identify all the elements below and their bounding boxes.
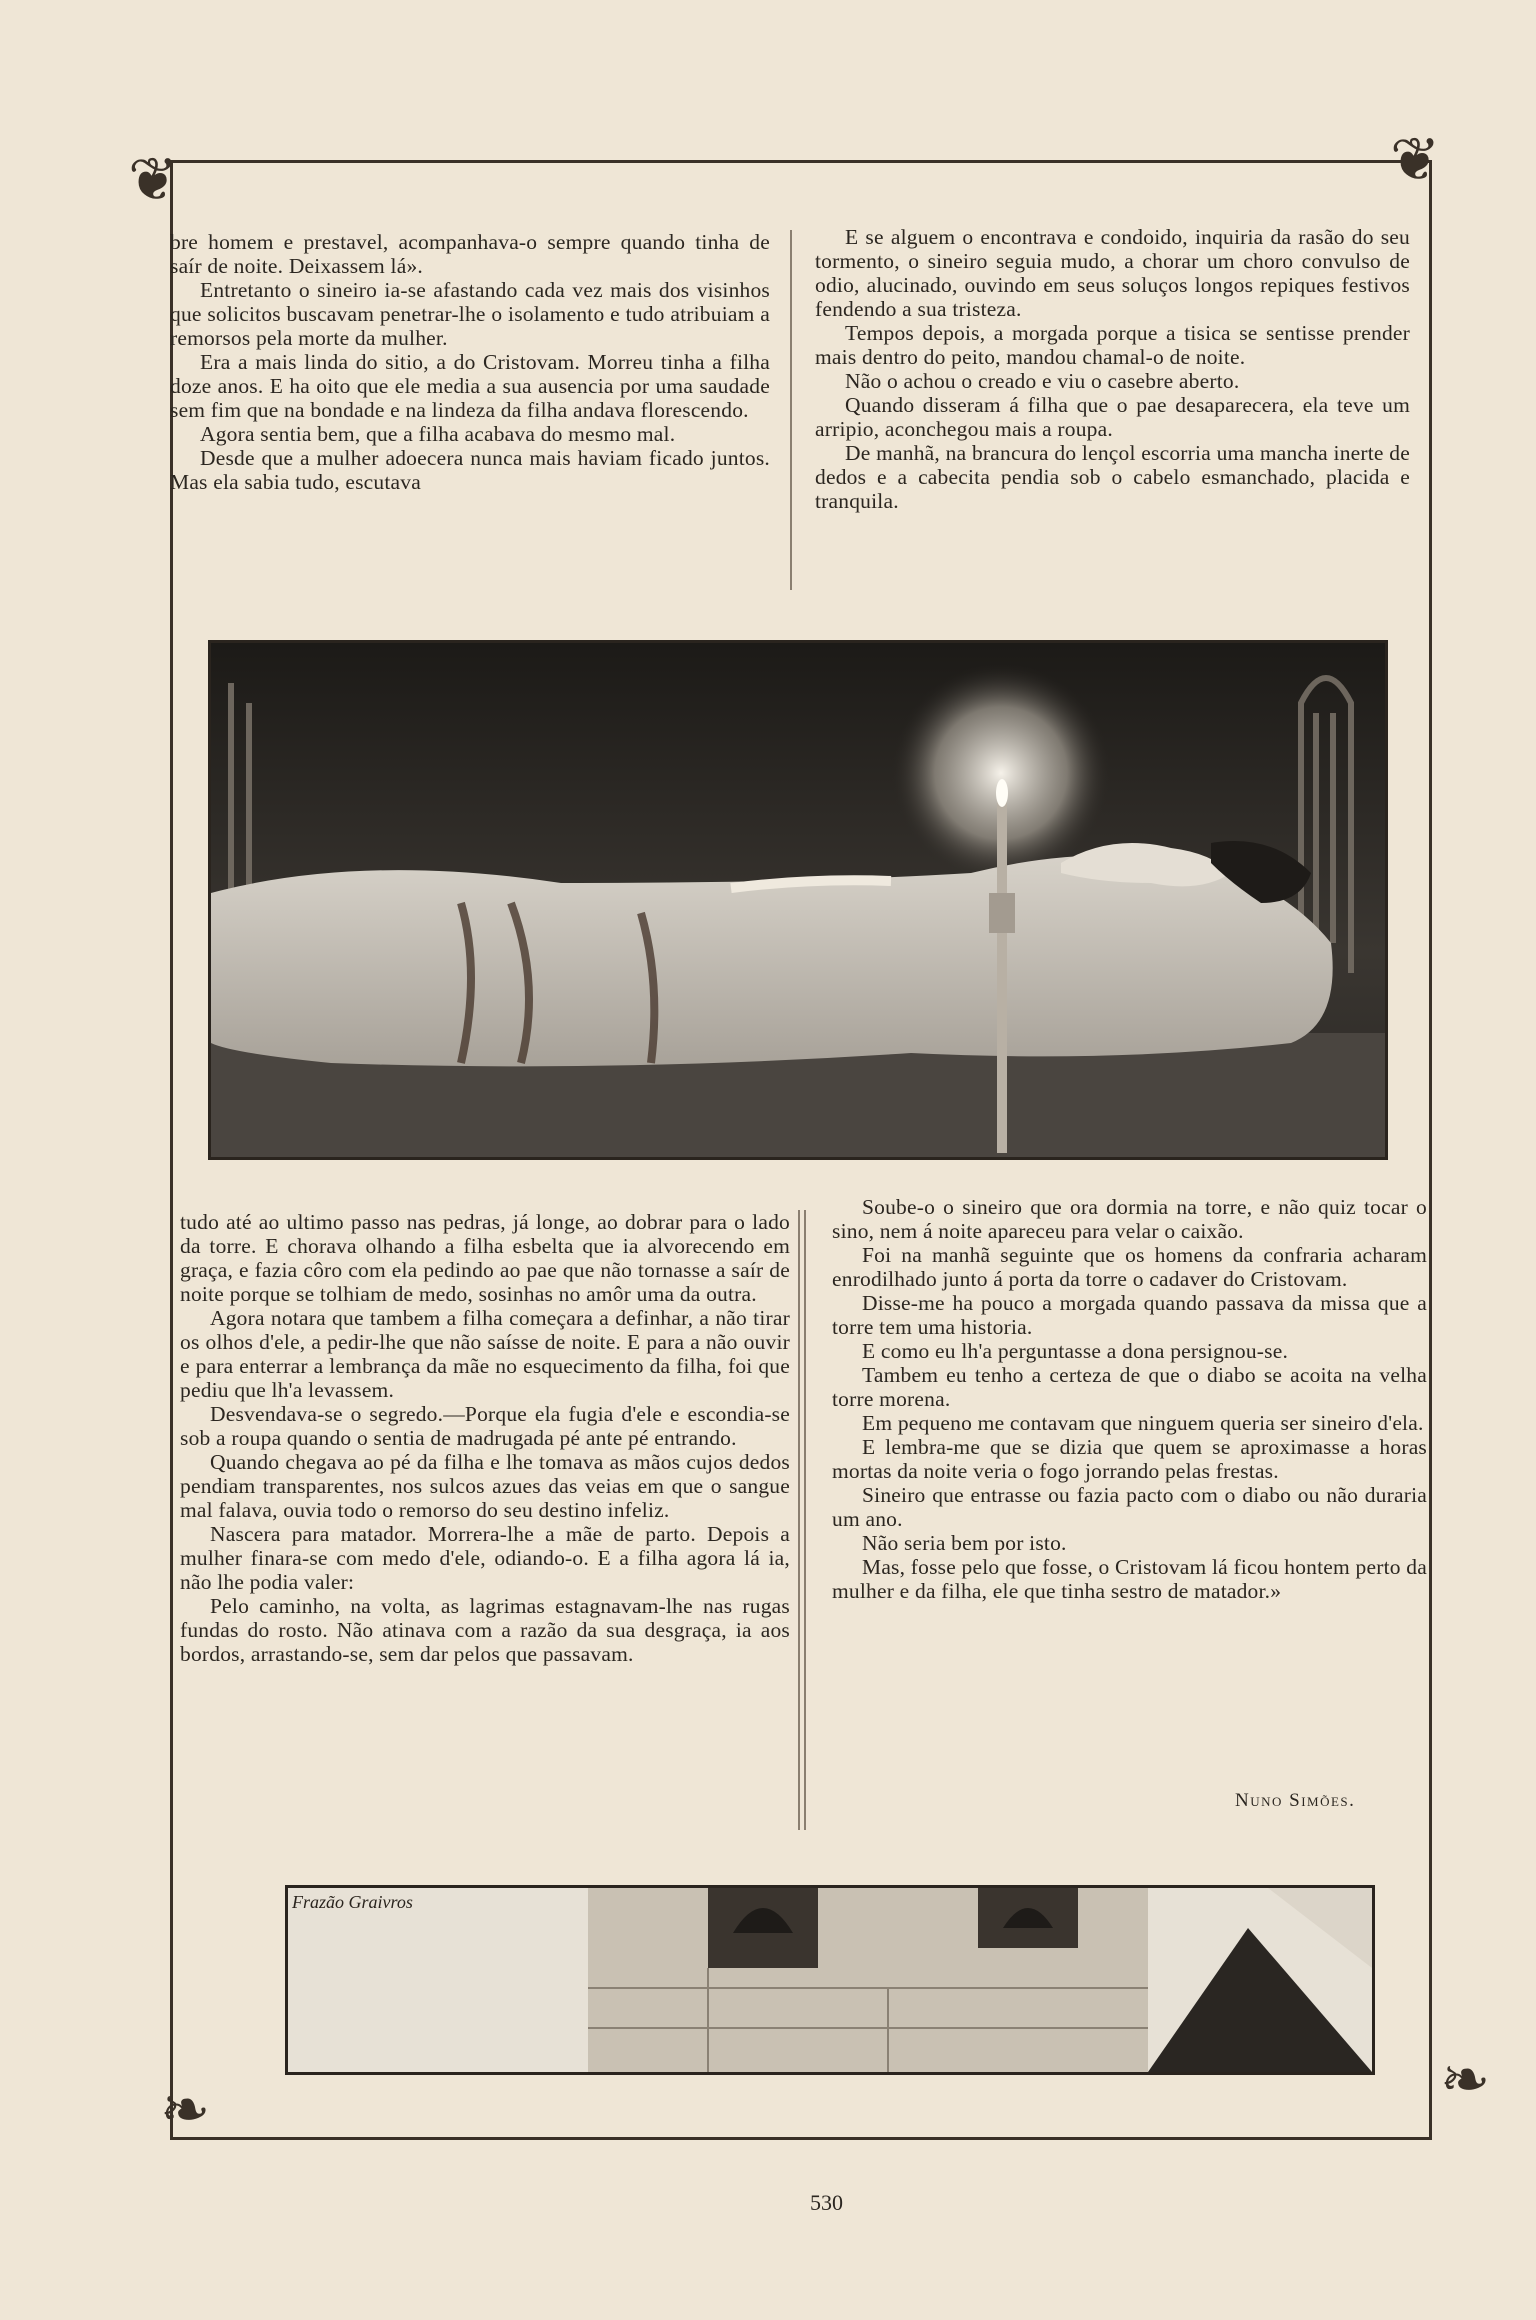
paragraph: Em pequeno me contavam que ninguem queria ser sineiro d'ela. [862, 1411, 1424, 1435]
author-signature: Nuno Simões. [1235, 1790, 1356, 1811]
paragraph: Pelo caminho, na volta, as lagrimas estagnavam-lhe nas rugas fundas do rosto. Não atinava com a razão da sua desgraça, ia aos bordos, arrastando-se, sem dar pelos que passavam. [180, 1594, 790, 1666]
paragraph: E como eu lh'a perguntasse a dona persignou-se. [862, 1339, 1289, 1363]
column-divider-bottom [798, 1210, 800, 1830]
paragraph: Disse-me ha pouco a morgada quando passava da missa que a torre tem uma historia. [832, 1291, 1427, 1339]
text-column-bottom-left [180, 1210, 790, 1666]
text-column-top-right [815, 225, 1410, 513]
corner-ornament-top-left: ❦ [128, 147, 179, 213]
paragraph: Quando chegava ao pé da filha e lhe tomava as mãos cujos dedos pendiam transparentes, nos sulcos azues das veias em que o sangue mal falava, ouvia todo o remorso do seu destino infeliz. [180, 1450, 790, 1522]
paragraph: E lembra-me que se dizia que quem se aproximasse a horas mortas da noite veria o fogo jorrando pelas frestas. [832, 1435, 1427, 1483]
paragraph: tudo até ao ultimo passo nas pedras, já longe, ao dobrar para o lado da torre. E chorava olhando a filha esbelta que ia alvorecendo em graça, e fazia côro com ela pedindo ao pae que não tornasse a saír de noite porque se tolhiam de medo, sosinhas no amôr uma da outra. [180, 1210, 790, 1306]
text-column-bottom-right [832, 1195, 1427, 1603]
paragraph: Soube-o o sineiro que ora dormia na torre, e não quiz tocar o sino, nem á noite apareceu para velar o caixão. [832, 1195, 1427, 1243]
paragraph: Sineiro que entrasse ou fazia pacto com o diabo ou não duraria um ano. [832, 1483, 1427, 1531]
illustration-deathbed [208, 640, 1388, 1160]
text-column-top-left [170, 230, 770, 494]
paragraph: Entretanto o sineiro ia-se afastando cada vez mais dos visinhos que solicitos buscavam penetrar-lhe o isolamento e tudo atribuiam a remorsos pela morte da mulher. [170, 278, 770, 350]
paragraph: De manhã, na brancura do lençol escorria uma mancha inerte de dedos e a cabecita pendia sob o cabelo esmanchado, placida e tranquila. [815, 441, 1410, 513]
paragraph: Agora notara que tambem a filha começara a definhar, a não tirar os olhos d'ele, a pedir-lhe que não saísse de noite. E para a não ouvir e para enterrar a lembrança da mãe no esquecimento da filha, foi que pediu que lh'a levassem. [180, 1306, 790, 1402]
paragraph: Não seria bem por isto. [862, 1531, 1067, 1555]
illustration-signature: Frazão Graivros [292, 1892, 413, 1912]
paragraph: Agora sentia bem, que a filha acabava do mesmo mal. [200, 422, 676, 446]
page-number: 530 [810, 2190, 843, 2215]
paragraph: Nascera para matador. Morrera-lhe a mãe de parto. Depois a mulher finara-se com medo d'ele, odiando-o. E a filha agora lá ia, não lhe podia valer: [180, 1522, 790, 1594]
paragraph: Quando disseram á filha que o pae desaparecera, ela teve um arripio, aconchegou mais a roupa. [815, 393, 1410, 441]
corner-ornament-top-right: ❦ [1390, 127, 1441, 193]
paragraph: Foi na manhã seguinte que os homens da confraria acharam enrodilhado junto á porta da torre o cadaver do Cristovam. [832, 1243, 1427, 1291]
deathbed-picture [211, 643, 1385, 1157]
paragraph: Era a mais linda do sitio, a do Cristovam. Morreu tinha a filha doze anos. E ha oito que ele media a sua ausencia por uma saudade sem fim que na bondade e na lindeza da filha andava florescendo. [170, 350, 770, 422]
paragraph: bre homem e prestavel, acompanhava-o sempre quando tinha de saír de noite. Deixassem lá». [170, 230, 770, 278]
corner-ornament-bottom-left: ❧ [160, 2077, 211, 2143]
paragraph: Tempos depois, a morgada porque a tisica se sentisse prender mais dentro do peito, mandou chamal-o de noite. [815, 321, 1410, 369]
paragraph: E se alguem o encontrava e condoido, inquiria da rasão do seu tormento, o sineiro seguia mudo, a chorar um choro convulso de odio, alucinado, ouvindo em seus soluços longos repiques festivos fendendo a sua tristeza. [815, 225, 1410, 321]
paragraph: Não o achou o creado e viu o casebre aberto. [845, 369, 1240, 393]
illustration-tower [285, 1885, 1375, 2075]
tower-picture [288, 1888, 1372, 2072]
paragraph: Tambem eu tenho a certeza de que o diabo se acoita na velha torre morena. [832, 1363, 1427, 1411]
corner-ornament-bottom-right: ❧ [1440, 2047, 1491, 2113]
column-divider-top [790, 230, 792, 590]
paragraph: Mas, fosse pelo que fosse, o Cristovam lá ficou hontem perto da mulher e da filha, ele que tinha sestro de matador.» [832, 1555, 1427, 1603]
paragraph: Desde que a mulher adoecera nunca mais haviam ficado juntos. Mas ela sabia tudo, escutava [170, 446, 770, 494]
paragraph: Desvendava-se o segredo.—Porque ela fugia d'ele e escondia-se sob a roupa quando o sentia de madrugada pé ante pé entrando. [180, 1402, 790, 1450]
